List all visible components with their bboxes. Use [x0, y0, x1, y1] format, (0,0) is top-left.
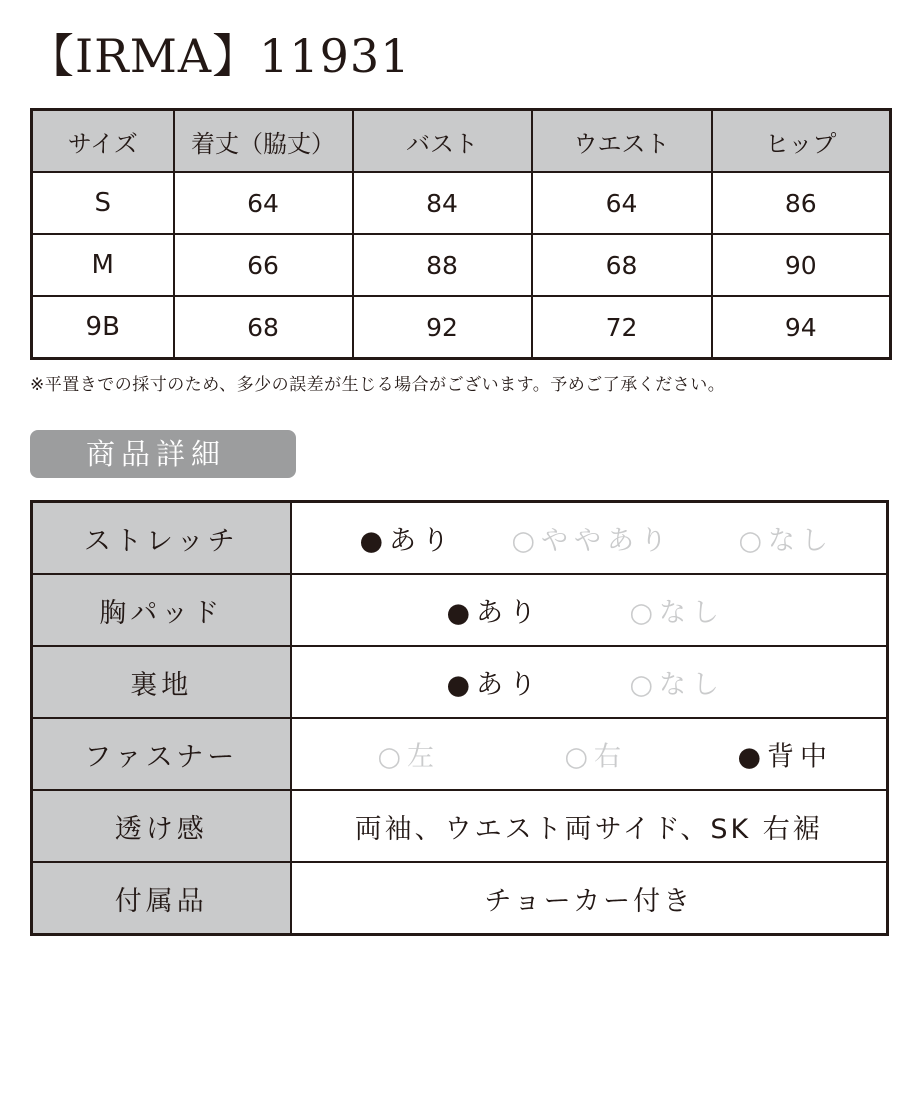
option-stretch-some: ○ややあり — [511, 525, 674, 557]
length-value: 66 — [174, 234, 353, 296]
measurement-note: ※平置きでの採寸のため、多少の誤差が生じる場合がございます。予めご了承ください。 — [30, 375, 726, 395]
table-row — [32, 172, 891, 234]
header-bust: バスト — [353, 110, 532, 173]
detail-label-accessory: 付属品 — [32, 862, 291, 935]
bust-value: 92 — [353, 296, 532, 359]
size-table — [30, 108, 892, 360]
hip-value: 86 — [712, 172, 891, 234]
detail-value-accessory: チョーカー付き — [291, 862, 888, 935]
hip-value: 94 — [712, 296, 891, 359]
option-stretch-none: ○なし — [738, 525, 835, 557]
option-lining-yes: ●あり — [446, 669, 543, 701]
product-details-table — [30, 500, 889, 936]
table-row — [32, 296, 891, 359]
header-size: サイズ — [32, 110, 174, 173]
hip-value: 90 — [712, 234, 891, 296]
header-waist: ウエスト — [532, 110, 712, 173]
size-table-header-row — [32, 110, 891, 173]
detail-row-stretch — [32, 502, 888, 575]
detail-row-lining — [32, 646, 888, 718]
option-lining-none: ○なし — [629, 669, 726, 701]
detail-label-chest-pad: 胸パッド — [32, 574, 291, 646]
header-hip: ヒップ — [712, 110, 891, 173]
detail-row-chest-pad — [32, 574, 888, 646]
bust-value: 88 — [353, 234, 532, 296]
option-chest-pad-none: ○なし — [629, 597, 726, 629]
waist-value: 64 — [532, 172, 712, 234]
detail-row-sheer — [32, 790, 888, 862]
bust-value: 84 — [353, 172, 532, 234]
section-header-product-details: 商品詳細 — [30, 430, 296, 478]
detail-row-accessory — [32, 862, 888, 935]
option-fastener-right: ○右 — [564, 741, 628, 773]
size-label: M — [32, 234, 174, 296]
header-length: 着丈（脇丈） — [174, 110, 353, 173]
detail-label-sheer: 透け感 — [32, 790, 291, 862]
option-fastener-left: ○左 — [377, 741, 441, 773]
length-value: 68 — [174, 296, 353, 359]
detail-label-lining: 裏地 — [32, 646, 291, 718]
size-label: S — [32, 172, 174, 234]
product-title: 【IRMA】11931 — [28, 29, 411, 83]
option-chest-pad-yes: ●あり — [446, 597, 543, 629]
detail-value-sheer: 両袖、ウエスト両サイド、SK 右裾 — [291, 790, 888, 862]
detail-label-fastener: ファスナー — [32, 718, 291, 790]
option-fastener-back: ●背中 — [737, 741, 834, 773]
option-stretch-yes: ●あり — [359, 525, 456, 557]
detail-row-fastener — [32, 718, 888, 790]
waist-value: 68 — [532, 234, 712, 296]
table-row — [32, 234, 891, 296]
detail-label-stretch: ストレッチ — [32, 502, 291, 575]
waist-value: 72 — [532, 296, 712, 359]
length-value: 64 — [174, 172, 353, 234]
size-label: 9B — [32, 296, 174, 359]
